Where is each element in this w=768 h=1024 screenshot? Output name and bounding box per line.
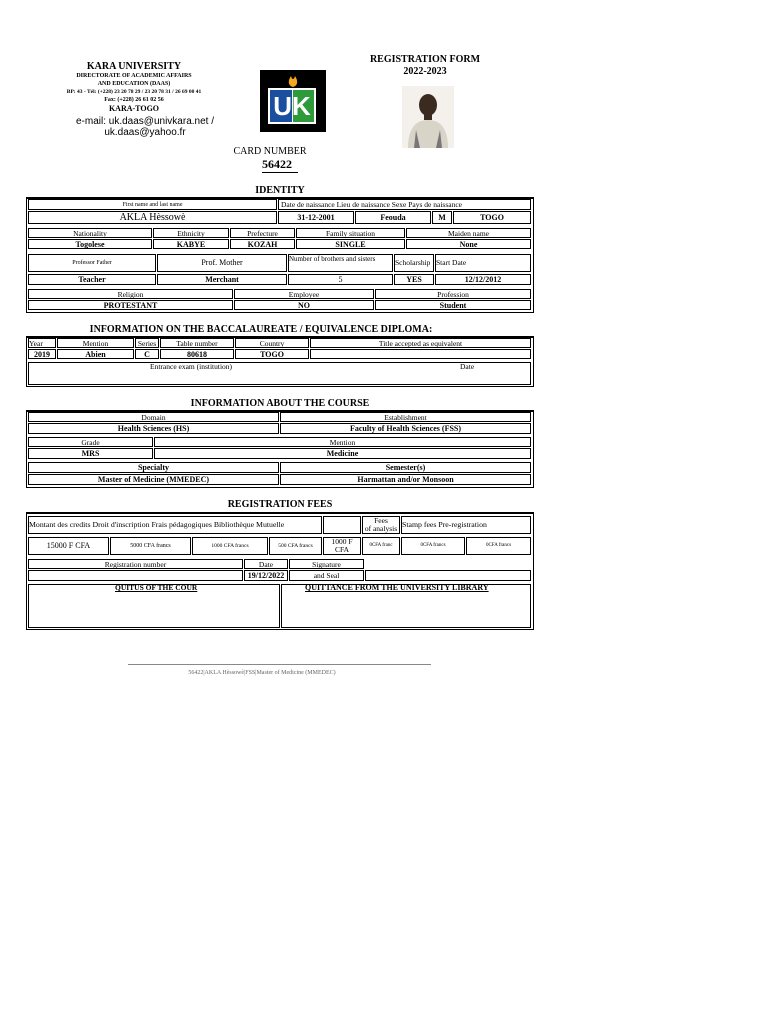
fees-header-row: Montant des credits Droit d'inscription Frais pédagogiques Bibliothèque Mutuelle (28, 516, 322, 534)
entrance-date-label: Date (460, 362, 475, 371)
sex: M (432, 211, 452, 224)
family-situation-label: Family situation (296, 228, 405, 238)
library-amount: 1000 CFA francs (192, 537, 268, 555)
nationality: Togolese (28, 239, 152, 249)
registration-number (28, 570, 243, 581)
semester-label: Semester(s) (280, 462, 531, 473)
tuition-amount: 5000 CFA francs (110, 537, 191, 555)
bac-title: INFORMATION ON THE BACCALAUREATE / EQUIVALENCE DIPLOMA: (89, 324, 433, 335)
bac-year: 2019 (28, 349, 56, 359)
student-photo (402, 86, 454, 148)
siblings-label: Number of brothers and sisters (288, 254, 393, 272)
bac-mention: Abien (57, 349, 134, 359)
employee: NO (234, 300, 374, 310)
birth-country: TOGO (453, 211, 531, 224)
analysis-fees-line1: Fees (374, 516, 388, 525)
bac-mention-label: Mention (57, 338, 134, 348)
specialty-label: Specialty (28, 462, 279, 473)
analysis-amount-line2: CFA (334, 545, 350, 554)
photo-portrait (402, 86, 454, 148)
analysis-amount-line1: 1000 F (331, 537, 353, 546)
bac-table-number-label: Table number (160, 338, 234, 348)
student-name: AKLA Hèssowè (28, 211, 277, 224)
fees-blank-cell (323, 516, 361, 534)
course-title: INFORMATION ABOUT THE COURSE (190, 398, 370, 409)
fees-title: REGISTRATION FEES (227, 499, 333, 510)
bac-year-label: Year (28, 338, 56, 348)
course-mention-label: Mention (154, 437, 531, 447)
fax-line: Fax: (+228) 26 61 02 56 (104, 97, 164, 103)
address-line: BP: 43 - Tél: (+228) 23 20 78 29 / 23 20 78 31 / 26 69 00 41 (66, 89, 202, 95)
fee-amount-1: 0CFA franc (362, 537, 400, 555)
seal-label: and Seal (289, 570, 364, 581)
bac-table-number: 80618 (160, 349, 234, 359)
university-name: KARA UNIVERSITY (86, 61, 182, 72)
mutual-amount: 500 CFA francs (269, 537, 322, 555)
religion: PROTESTANT (28, 300, 233, 310)
start-date-label: Start Date (435, 254, 531, 272)
email-line2[interactable]: uk.daas@yahoo.fr (104, 127, 186, 138)
prefecture-label: Prefecture (230, 228, 295, 238)
analysis-amount (323, 537, 361, 555)
domain-label: Domain (28, 412, 279, 422)
stamp-fees-label: Stamp fees Pre-registration (401, 516, 531, 534)
mother-label: Prof. Mother (157, 254, 287, 272)
siblings-count: 5 (288, 274, 393, 285)
entrance-exam-box (28, 362, 531, 385)
footer-code: 56422|AKLA Hèssowè|FSS|Master of Medicine (MMEDEC) (188, 670, 336, 676)
directorate-line2: AND EDUCATION (DAAS) (97, 81, 171, 87)
bac-country-label: Country (235, 338, 309, 348)
card-number: 56422 (262, 157, 298, 173)
semester: Harmattan and/or Monsoon (280, 474, 531, 485)
quitus-label: QUITUS OF THE COUR (115, 583, 198, 592)
university-logo (260, 70, 326, 132)
bac-accepted-title (310, 349, 531, 359)
bac-country: TOGO (235, 349, 309, 359)
employee-label: Employee (234, 289, 374, 299)
footer-rule (128, 664, 431, 665)
father-profession: Teacher (28, 274, 156, 285)
academic-year: 2022-2023 (403, 66, 447, 77)
ethnicity-label: Ethnicity (153, 228, 229, 238)
family-situation: SINGLE (296, 239, 405, 249)
maiden-name: None (406, 239, 531, 249)
establishment-label: Establishment (280, 412, 531, 422)
religion-label: Religion (28, 289, 233, 299)
fee-amount-2: 0CFA francs (401, 537, 465, 555)
quittance-label: QUITTANCE FROM THE UNIVERSITY LIBRARY (305, 583, 489, 592)
credits-amount: 15000 F CFA (28, 537, 109, 555)
birth-info-label: Date de naissance Lieu de naissance Sexe Pays de naissance (278, 199, 531, 210)
specialty: Master of Medicine (MMEDEC) (28, 474, 279, 485)
father-label: Professor Father (28, 254, 156, 272)
analysis-fees-line2: of analysis (364, 524, 398, 533)
fees-date: 19/12/2022 (244, 570, 288, 581)
start-date: 12/12/2012 (435, 274, 531, 285)
email-line1[interactable]: e-mail: uk.daas@univkara.net / (76, 116, 214, 127)
bac-accepted-title-label: Title accepted as equivalent (310, 338, 531, 348)
birth-date: 31-12-2001 (278, 211, 354, 224)
profession-label: Profession (375, 289, 531, 299)
seal-blank (365, 570, 531, 581)
profession: Student (375, 300, 531, 310)
establishment: Faculty of Health Sciences (FSS) (280, 423, 531, 434)
scholarship: YES (394, 274, 434, 285)
logo-text: UK (273, 91, 311, 121)
signature-label: Signature (289, 559, 364, 569)
birth-place: Feouda (355, 211, 431, 224)
grade: MRS (28, 448, 153, 459)
domain: Health Sciences (HS) (28, 423, 279, 434)
registration-number-label: Registration number (28, 559, 243, 569)
analysis-fees-label (362, 516, 400, 534)
directorate-line1: DIRECTORATE OF ACADEMIC AFFAIRS (76, 73, 192, 79)
course-mention: Medicine (154, 448, 531, 459)
scholarship-label: Scholarship (394, 254, 434, 272)
entrance-exam-label: Entrance exam (institution) (150, 362, 233, 371)
grade-label: Grade (28, 437, 153, 447)
nationality-label: Nationality (28, 228, 152, 238)
prefecture: KOZAH (230, 239, 295, 249)
mother-profession: Merchant (157, 274, 287, 285)
bac-series: C (135, 349, 159, 359)
name-label: First name and last name (28, 199, 277, 210)
fee-amount-3: 0CFA francs (466, 537, 531, 555)
form-title: REGISTRATION FORM (369, 54, 481, 65)
identity-title: IDENTITY (255, 185, 305, 196)
card-number-label: CARD NUMBER (233, 146, 307, 157)
city-line: KARA-TOGO (108, 104, 160, 113)
ethnicity: KABYE (153, 239, 229, 249)
fees-date-label: Date (244, 559, 288, 569)
maiden-name-label: Maiden name (406, 228, 531, 238)
bac-series-label: Series (135, 338, 159, 348)
